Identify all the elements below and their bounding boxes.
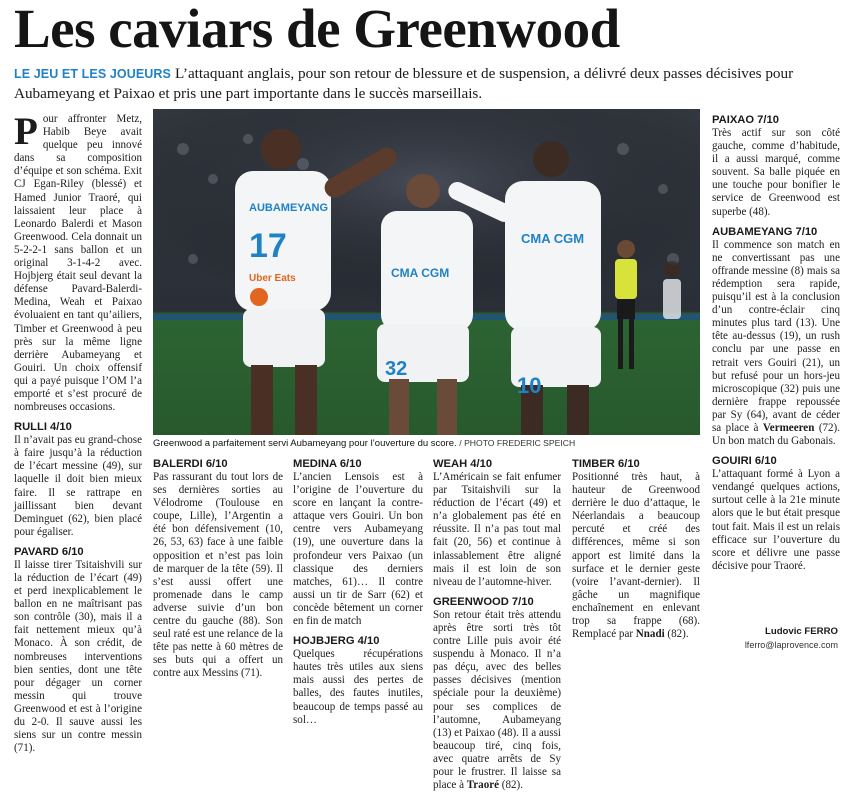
rating-text-weah: L’Américain se fait enfumer par Tsitaishvili sur la réduction de l’écart (49) et n’a globalement pas été en réussite. Il n’a pas tout mal fait (20, 56) et continue à inlassablement être aligné mais il est loin de son niveau de l’automne-hiver. (433, 471, 561, 588)
shirt-sponsor-right: CMA CGM (521, 231, 585, 246)
photo-illustration (153, 109, 700, 435)
rating-title-gouiri: GOUIRI 6/10 (712, 455, 777, 468)
greenwood-replacement: Traoré (466, 779, 500, 792)
intro-text: our affronter Metz, Habib Beye avait quelque peu innové dans sa composition d’équipe et son schéma. Exit CJ Egan-Riley (blessé) et Hamed Junior Traoré, qui laissaient leur place à Leonardo Balerdi et Mason Greenwood. Cela donnait un 5-2-2-1 sans ballon et un original 3-1-4-2 avec. Hojbjerg était seul devant la défense Pavard-Balerdi-Medina, Weah et Paixao évoluaient en tant qu’ailiers, Timber et Greenwood à peu près sur la même ligne derrière Aubameyang et Gouiri. Un choix offensif qui a payé puisque l’OM l’a emporté et s’est procuré de nombreuses occasions. (14, 113, 142, 414)
rating-title-paixao: PAIXAO 7/10 (712, 114, 779, 126)
article-photo (153, 109, 700, 435)
standfirst-text: L’attaquant anglais, pour son retour de blessure et de suspension, a délivré deux passes décisives pour Aubameyang et Paixao et pris une part importante dans le succès marseillais. (14, 65, 794, 102)
rating-title-timber: TIMBER 6/10 (572, 458, 640, 470)
rating-title-hojbjerg: HOJBJERG 4/10 (293, 635, 380, 648)
timber-text: Positionné très haut, à hauteur de Greenwood derrière le duo d’attaque, le Néerlandais a beaucoup percuté et créé des différences, même si son apport est limité dans la surface et le dernier geste (voire l’avant-dernier). Il gâche un magnifique enchaînement en enlevant trop sa frappe (68). Remplacé par (572, 471, 700, 641)
section-kicker: LE JEU ET LES JOUEURS (14, 67, 171, 81)
author-signature: Ludovic FERRO (764, 626, 838, 637)
rating-title-pavard: PAVARD 6/10 (14, 545, 84, 558)
article-headline: Les caviars de Greenwood (14, 0, 620, 59)
rating-text-timber (572, 471, 700, 641)
rating-title-balerdi: BALERDI 6/10 (153, 458, 228, 470)
photo-caption (153, 437, 700, 450)
shirt-sponsor-center: CMA CGM (391, 266, 450, 280)
shirt-name: AUBAMEYANG (249, 202, 329, 214)
rating-text-aubameyang (712, 239, 840, 449)
author-email[interactable]: lferro@laprovence.com (744, 640, 838, 650)
timber-replacement-minute: (82). (664, 628, 689, 641)
rating-text-hojbjerg: Quelques récupérations hautes très utiles aux siens mais aussi des pertes de balles, des fautes inutiles, beaucoup de temps passé au sol… (293, 648, 423, 726)
dropcap: P (14, 110, 38, 153)
greenwood-replacement-minute: (82). (499, 779, 523, 792)
intro-paragraph (14, 110, 142, 414)
timber-replacement: Nnadi (635, 628, 665, 641)
shirt-number-17: 17 (249, 227, 287, 265)
shirt-number-10: 10 (517, 373, 542, 398)
rating-text-paixao: Très actif sur son côté gauche, comme d’habitude, il a aussi marqué, comme souvent. Sa balle piquée en une touche pour bonifier le service de Greenwood est superbe (48). (712, 127, 840, 218)
rating-text-greenwood (433, 609, 561, 792)
rating-title-aubameyang: AUBAMEYANG 7/10 (712, 225, 818, 238)
caption-text: Greenwood a parfaitement servi Aubameyang pour l’ouverture du score. (153, 438, 457, 449)
rating-title-greenwood: GREENWOOD 7/10 (433, 595, 534, 608)
shirt-sponsor-left: Uber Eats (249, 273, 296, 284)
rating-title-rulli: RULLI 4/10 (14, 421, 72, 434)
rating-text-medina: L’ancien Lensois est à l’origine de l’ouverture du score en lançant la contre-attaque vers Gouiri. Un bon centre vers Aubameyang (19), une ouverture dans la profondeur vers Paixao (un classique des derniers matches, 61)… Il contre aussi un tir de Sarr (62) et concède bêtement un corner en fin de match (293, 471, 423, 628)
column-3 (293, 457, 423, 726)
rating-text-gouiri: L’attaquant formé à Lyon a vendangé quelques actions, surtout celle à la 21e minute alors que le but était presque tout fait. Mais il est un relais efficace sur l’ouverture du score et délivre une passe décisive pour Traoré. (712, 468, 840, 572)
column-6 (712, 113, 840, 623)
aubameyang-replacement-after: (72). Un bon match du Gabonais. (712, 421, 840, 448)
column-5 (572, 457, 700, 653)
column-2 (153, 457, 283, 680)
column-4 (433, 457, 561, 792)
rating-text-rulli: Il n’avait pas eu grand-chose à faire jusqu’à la réduction de l’écart messine (49), sur laquelle il doit bien mieux faire. Il se rattrape en jaillissant bien devant Deminguet (62), bien placé pour égaliser. (14, 434, 142, 538)
column-1 (14, 110, 142, 755)
article-standfirst (14, 64, 842, 103)
greenwood-text: Son retour était très attendu après être sorti très tôt contre Lille puis avoir été suspendu à Monaco. Il n’a pas déçu, avec des belles passes décisives (mention spéciale pour la deuxième) pour ses complices de l’automne, Aubameyang (13) et Paixao (48). Il a aussi beaucoup tiré, cinq fois, avec quatre arrêts de Sy pour le frustrer. Il laisse sa place à (433, 608, 561, 792)
rating-title-medina: MEDINA 6/10 (293, 458, 362, 470)
shirt-number-32: 32 (385, 358, 408, 380)
rating-text-pavard: Il laisse tirer Tsitaishvili sur la réduction de l’écart (49) et perd inexplicablement le ballon en ne maîtrisant pas son contrôle (30), mais il a fait nettement mieux qu’à Monaco. À son crédit, de nombreuses interventions bien senties, dont une tête pour dégager un corner messin qui trouve Greenwood et est à l’origine du 2-0. Il sauve aussi les siens sur un contre messin (71). (14, 558, 142, 755)
rating-title-weah: WEAH 4/10 (433, 458, 493, 470)
aubameyang-replacement: Vermeeren (762, 421, 815, 434)
aubameyang-text: Il commence son match en ne convertissant pas une offrande messine (8) mais sa rédemption sera rapide, puisqu’il est à la conclusion d’un contre-éclair cinq minutes plus tard (13). Une tête au-dessus (19), un rush conclu par une passe en retrait vers Gouiri (21), un but refusé pour un hors-jeu microscopique (32) puis une dernière frappe repoussée par Sy (64), avant de céder sa place à (712, 238, 840, 434)
photo-credit: / PHOTO FREDERIC SPEICH (459, 438, 576, 448)
rating-text-balerdi: Pas rassurant du tout lors de ses dernières sorties au Vélodrome (Toulouse en coupe, Lille), l’Argentin a été bon défensivement (10, 26, 53, 63) face à une faible opposition et n’est pas loin de marquer de la tête (59). Il s’est aussi offert une promenade dans le camp adverse suivie d’un bon centre du gauche (88). Son seul raté est une relance de la tête pas nette à 60 mètres de ses buts qui a offert un contre aux Messins (71). (153, 471, 283, 680)
